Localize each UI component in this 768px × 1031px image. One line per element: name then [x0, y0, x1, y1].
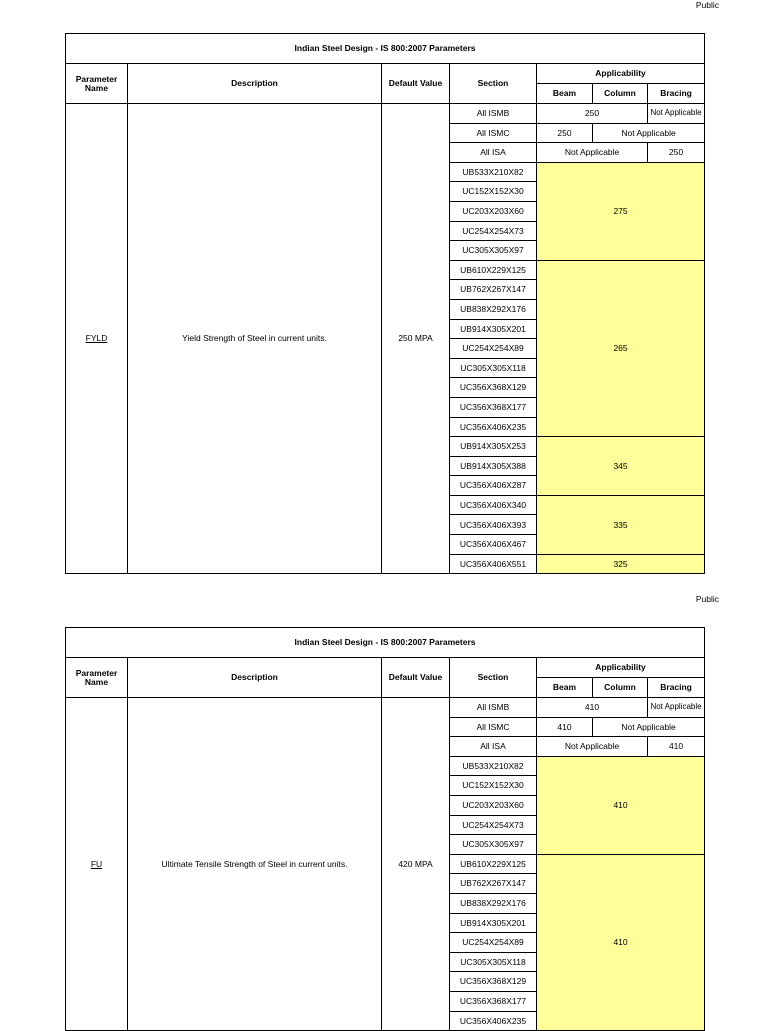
beam-value: 410 [537, 717, 593, 737]
section-cell: UC305X305X97 [450, 835, 537, 855]
group-value: 410 [537, 854, 705, 1030]
group-value: 325 [537, 554, 705, 574]
section-cell: UC356X368X177 [450, 991, 537, 1011]
header-beam: Beam [537, 84, 593, 104]
parameter-table-fu [65, 627, 705, 1031]
group-value: 265 [537, 260, 705, 436]
section-cell: UC305X305X118 [450, 952, 537, 972]
group-value: 345 [537, 437, 705, 496]
beam-column-value: Not Applicable [537, 143, 648, 163]
table-title: Indian Steel Design - IS 800:2007 Parameters [66, 34, 705, 64]
beam-column-value: Not Applicable [537, 737, 648, 757]
header-default-value: Default Value [382, 64, 450, 104]
header-description: Description [128, 658, 382, 698]
parameter-description: Ultimate Tensile Strength of Steel in current units. [128, 698, 382, 1031]
section-cell: UB914X305X201 [450, 913, 537, 933]
section-cell: UC305X305X118 [450, 358, 537, 378]
parameter-description: Yield Strength of Steel in current units. [128, 104, 382, 574]
section-cell: UC254X254X89 [450, 933, 537, 953]
section-cell: UC356X406X393 [450, 515, 537, 535]
section-cell: All ISMB [450, 104, 537, 124]
header-description: Description [128, 64, 382, 104]
section-cell: UC356X406X287 [450, 476, 537, 496]
section-cell: All ISMB [450, 698, 537, 718]
public-label: Public [695, 0, 719, 10]
section-cell: UC254X254X73 [450, 815, 537, 835]
bracing-value: Not Applicable [648, 104, 705, 124]
section-cell: UC356X406X235 [450, 1011, 537, 1031]
section-cell: UB533X210X82 [450, 162, 537, 182]
public-label: Public [695, 594, 719, 604]
table-title: Indian Steel Design - IS 800:2007 Parameters [66, 628, 705, 658]
bracing-value: 250 [648, 143, 705, 163]
section-cell: UC305X305X97 [450, 241, 537, 261]
section-cell: UC254X254X89 [450, 339, 537, 359]
section-cell: UC356X368X129 [450, 972, 537, 992]
section-cell: UC356X406X551 [450, 554, 537, 574]
default-value: 250 MPA [382, 104, 450, 574]
section-cell: UC152X152X30 [450, 182, 537, 202]
column-bracing-value: Not Applicable [593, 123, 705, 143]
column-bracing-value: Not Applicable [593, 717, 705, 737]
parameter-table-fyld [65, 33, 705, 574]
header-parameter-name: Parameter Name [66, 658, 128, 698]
header-default-value: Default Value [382, 658, 450, 698]
section-cell: UB762X267X147 [450, 280, 537, 300]
bracing-value: Not Applicable [648, 698, 705, 718]
section-cell: UB914X305X388 [450, 456, 537, 476]
header-section: Section [450, 64, 537, 104]
section-cell: UB914X305X253 [450, 437, 537, 457]
section-cell: UC356X406X235 [450, 417, 537, 437]
header-bracing: Bracing [648, 84, 705, 104]
header-parameter-name: Parameter Name [66, 64, 128, 104]
header-column: Column [593, 84, 648, 104]
parameter-name-link[interactable] [66, 698, 128, 1031]
group-value: 335 [537, 495, 705, 554]
beam-value: 250 [537, 123, 593, 143]
section-cell: UC152X152X30 [450, 776, 537, 796]
parameter-name[interactable]: FYLD [85, 333, 108, 344]
beam-column-value: 410 [537, 698, 648, 718]
beam-column-value: 250 [537, 104, 648, 124]
section-cell: UC203X203X60 [450, 795, 537, 815]
header-applicability: Applicability [537, 64, 705, 84]
section-cell: UB762X267X147 [450, 874, 537, 894]
group-value: 410 [537, 756, 705, 854]
section-cell: UB610X229X125 [450, 260, 537, 280]
header-applicability: Applicability [537, 658, 705, 678]
group-value: 275 [537, 162, 705, 260]
section-cell: UC356X406X340 [450, 495, 537, 515]
section-cell: UB610X229X125 [450, 854, 537, 874]
parameter-name-link[interactable] [66, 104, 128, 574]
section-cell: UC254X254X73 [450, 221, 537, 241]
bracing-value: 410 [648, 737, 705, 757]
section-cell: UC356X368X177 [450, 397, 537, 417]
header-beam: Beam [537, 678, 593, 698]
header-bracing: Bracing [648, 678, 705, 698]
section-cell: UB838X292X176 [450, 299, 537, 319]
default-value: 420 MPA [382, 698, 450, 1031]
section-cell: UC356X368X129 [450, 378, 537, 398]
section-cell: All ISMC [450, 717, 537, 737]
section-cell: All ISA [450, 143, 537, 163]
header-section: Section [450, 658, 537, 698]
section-cell: UC203X203X60 [450, 201, 537, 221]
section-cell: UB914X305X201 [450, 319, 537, 339]
section-cell: UC356X406X467 [450, 535, 537, 555]
header-column: Column [593, 678, 648, 698]
section-cell: UB838X292X176 [450, 893, 537, 913]
section-cell: All ISA [450, 737, 537, 757]
section-cell: UB533X210X82 [450, 756, 537, 776]
section-cell: All ISMC [450, 123, 537, 143]
parameter-name[interactable]: FU [90, 858, 103, 869]
